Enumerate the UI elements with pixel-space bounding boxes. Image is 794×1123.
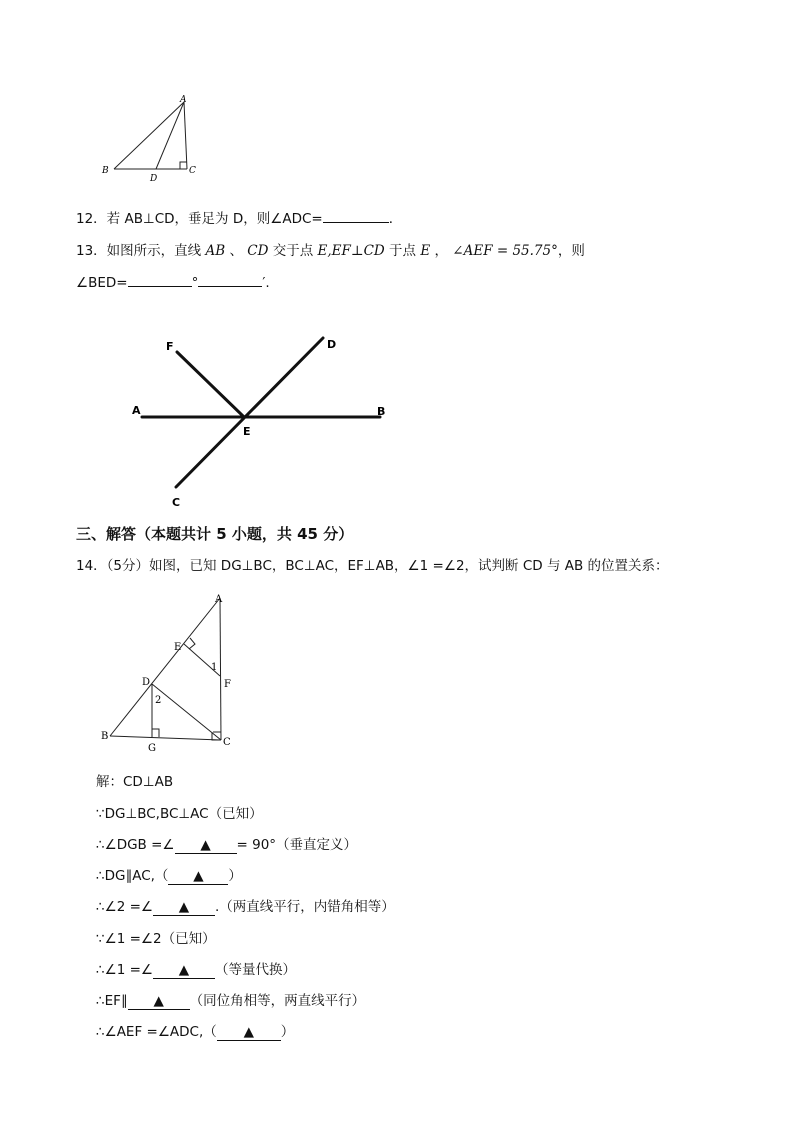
label-c: C xyxy=(189,166,196,176)
q13-deg: ° xyxy=(191,275,199,291)
q13-sep: 、 xyxy=(229,243,243,259)
q13-mid: 交于点 xyxy=(272,243,314,259)
label-a3: A xyxy=(215,594,223,605)
label-e3: E xyxy=(174,642,182,653)
label-b: B xyxy=(102,166,109,176)
q13-e-ef: E,EF xyxy=(317,243,351,259)
solution-text: ） xyxy=(280,1024,295,1040)
q13-e2: E xyxy=(420,243,431,259)
label-d3: D xyxy=(142,677,151,688)
question-13 xyxy=(76,239,585,259)
q13-perp: ⊥ xyxy=(350,243,364,259)
answer-blank: ▲ xyxy=(153,899,215,916)
q13-cd: CD xyxy=(247,243,269,259)
solution-line-4 xyxy=(96,895,395,916)
solution-text: ∵∠1 =∠2（已知） xyxy=(96,931,216,947)
solution-line-5 xyxy=(96,927,216,947)
label-f: F xyxy=(166,340,174,353)
q13-comma: ， xyxy=(434,243,448,259)
degree-blank xyxy=(128,272,192,287)
solution-text: 解：CD⊥AB xyxy=(96,774,174,790)
label-c3: C xyxy=(223,737,231,748)
solution-text: （等量代换） xyxy=(215,962,296,978)
solution-text: ） xyxy=(228,868,242,884)
solution-text: .（两直线平行，内错角相等） xyxy=(215,899,395,915)
solution-text: ∴∠DGB =∠ xyxy=(96,837,175,853)
question-12 xyxy=(76,207,402,227)
solution-text: ∴DG∥AC,（ xyxy=(96,868,169,884)
q12-period: ． xyxy=(388,211,403,227)
solution-line-1 xyxy=(96,802,263,822)
q13-ab: AB xyxy=(205,243,226,259)
minute-blank xyxy=(198,272,262,287)
solution-line-8 xyxy=(96,1020,294,1041)
answer-blank xyxy=(323,208,389,223)
q13-pt: 于点 xyxy=(389,243,417,259)
label-e2: E xyxy=(243,425,251,438)
label-1: 1 xyxy=(211,662,218,673)
solution-text: ∵DG⊥BC,BC⊥AC（已知） xyxy=(96,806,263,822)
solution-text: = 90°（垂直定义） xyxy=(236,837,358,853)
figure-intersecting-lines xyxy=(120,330,400,515)
q13-then: ，则 xyxy=(557,243,585,259)
label-b3: B xyxy=(101,731,109,742)
answer-blank: ▲ xyxy=(128,993,190,1010)
answer-blank: ▲ xyxy=(153,962,215,979)
solution-text: ∴∠1 =∠ xyxy=(96,962,153,978)
q13-prefix: 13．如图所示，直线 xyxy=(76,243,202,259)
solution-line-6 xyxy=(96,958,296,979)
q13-bed: ∠BED= xyxy=(76,275,128,291)
answer-blank: ▲ xyxy=(217,1024,281,1041)
label-b2: B xyxy=(377,405,386,418)
q13-min: ′. xyxy=(262,275,270,291)
label-d: D xyxy=(150,174,158,184)
label-f3: F xyxy=(224,679,231,690)
solution-line-0 xyxy=(96,770,173,790)
q13-angle: ∠AEF = 55.75° xyxy=(452,243,558,259)
solution-line-3 xyxy=(96,864,242,885)
label-a2: A xyxy=(132,404,141,417)
label-d2: D xyxy=(327,338,337,351)
solution-text: ∴EF∥ xyxy=(96,993,128,1009)
question-13-line2 xyxy=(76,272,270,291)
solution-text: ∴∠AEF =∠ADC,（ xyxy=(96,1024,217,1040)
answer-blank: ▲ xyxy=(175,837,237,854)
solution-text: ∴∠2 =∠ xyxy=(96,899,153,915)
solution-text: （同位角相等，两直线平行） xyxy=(189,993,366,1009)
q12-text: 12．若 AB⊥CD，垂足为 D，则∠ADC= xyxy=(76,211,323,227)
label-c2: C xyxy=(172,496,181,509)
label-a: A xyxy=(180,95,187,105)
label-2: 2 xyxy=(155,695,162,706)
solution-line-7 xyxy=(96,989,365,1010)
label-g3: G xyxy=(148,743,156,754)
question-14 xyxy=(76,554,669,574)
q13-cd2: CD xyxy=(363,243,385,259)
answer-blank: ▲ xyxy=(168,868,228,885)
figure-triangle-geometry xyxy=(96,588,246,758)
q14-text: 14．（5分）如图，已知 DG⊥BC，BC⊥AC，EF⊥AB，∠1 =∠2，试判断 CD 与 AB 的位置关系： xyxy=(76,558,669,574)
figure-triangle-abc xyxy=(96,92,216,187)
section-title: 三、解答（本题共计 5 小题，共 45 分） xyxy=(76,525,354,543)
solution-line-2 xyxy=(96,833,357,854)
